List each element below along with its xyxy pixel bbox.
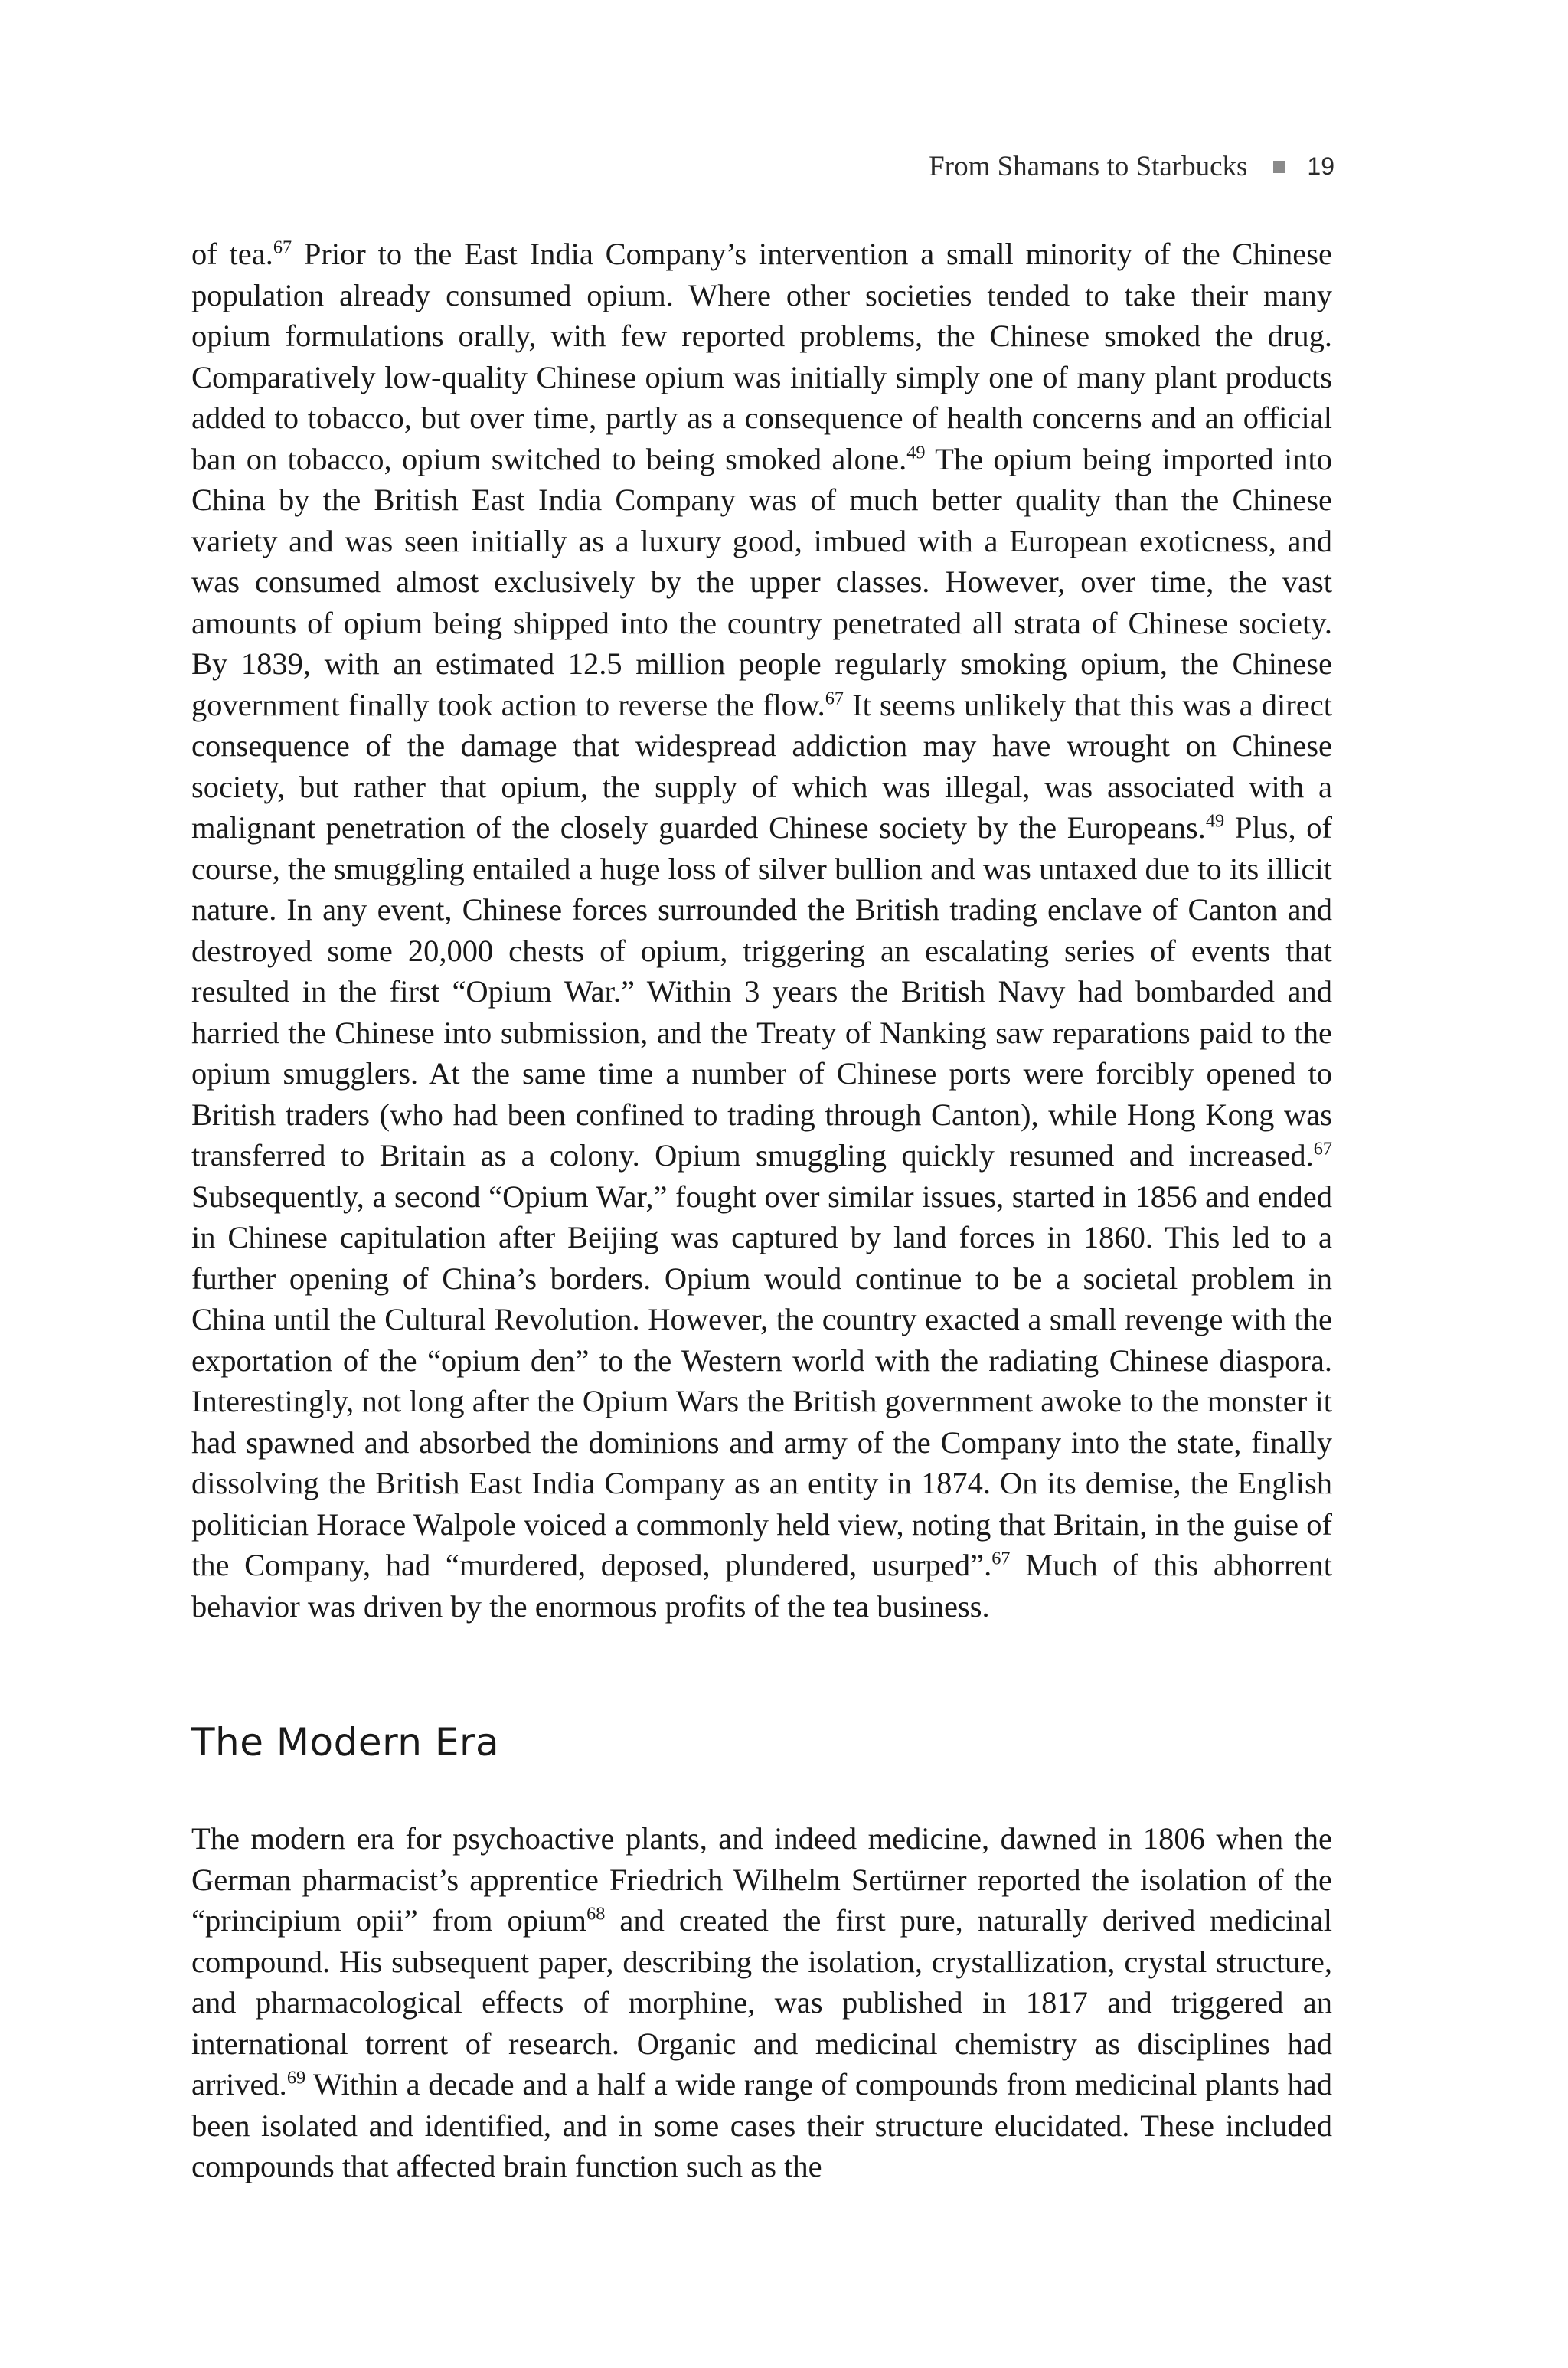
text-run: of tea. <box>191 237 273 271</box>
page-number: 19 <box>1307 152 1334 180</box>
text-run: Plus, of course, the smuggling entailed a huge loss of silver bullion and was untaxed due to its illicit nature. In any event, Chinese forces surrounded the British trading enclave of Canton and destroyed some 20,000 chests of opium, triggering an escalating series of events that resulted in the first “Opium War.” Within 3 years the British Navy had bombarded and harried the Chinese into submission, and the Treaty of Nanking saw reparations paid to the opium smugglers. At the same time a number of Chinese ports were forcibly opened to British traders (who had been confined to trading through Canton), while Hong Kong was transferred to Britain as a colony. Opium smuggling quickly resumed and increased. <box>191 810 1332 1173</box>
running-head-title: From Shamans to Starbucks <box>929 151 1248 182</box>
text-run: Much of this abhorrent behavior was driven by the enormous profits of the tea business. <box>191 1548 1332 1624</box>
reference-superscript: 67 <box>825 688 844 708</box>
reference-superscript: 67 <box>991 1548 1011 1569</box>
reference-superscript: 67 <box>273 237 292 258</box>
body-paragraph-2 <box>191 1818 1332 2187</box>
running-head <box>929 150 1334 183</box>
reference-superscript: 67 <box>1313 1138 1332 1159</box>
text-run: Subsequently, a second “Opium War,” fought over similar issues, started in 1856 and ended in Chinese capitulation after Beijing was captured by land forces in 1860. This led to a further opening of China’s borders. Opium would continue to be a societal problem in China until the Cultural Revolution. However, the country exacted a small revenge with the exportation of the “opium den” to the Western world with the radiating Chinese diaspora. Interestingly, not long after the Opium Wars the British government awoke to the monster it had spawned and absorbed the dominions and army of the Company into the state, finally dissolving the British East India Company as an entity in 1874. On its demise, the English politician Horace Walpole voiced a commonly held view, noting that Britain, in the guise of the Company, had “murdered, deposed, plundered, usurped”. <box>191 1179 1332 1582</box>
section-heading: The Modern Era <box>191 1720 500 1765</box>
reference-superscript: 69 <box>286 2067 306 2088</box>
reference-superscript: 68 <box>586 1903 606 1925</box>
reference-superscript: 49 <box>1205 810 1225 832</box>
square-separator-icon <box>1273 161 1285 173</box>
text-run: The opium being imported into China by the British East India Company was of much better quality than the Chinese variety and was seen initially as a luxury good, imbued with a European exoticness, and was consumed almost exclusively by the upper classes. However, over time, the vast amounts of opium being shipped into the country penetrated all strata of Chinese society. By 1839, with an estimated 12.5 million people regularly smoking opium, the Chinese government finally took action to reverse the flow. <box>191 441 1332 722</box>
text-run: The modern era for psychoactive plants, and indeed medicine, dawned in 1806 when the German pharmacist’s apprentice Friedrich Wilhelm Sertürner reported the isolation of the “principium opii” from opium <box>191 1821 1332 1938</box>
text-run: Prior to the East India Company’s intervention a small minority of the Chinese population already consumed opium. Where other societies tended to take their many opium formulations orally, with few reported problems, the Chinese smoked the drug. Comparatively low-quality Chinese opium was initially simply one of many plant products added to tobacco, but over time, partly as a consequence of health concerns and an official ban on tobacco, opium switched to being smoked alone. <box>191 237 1332 476</box>
text-run: Within a decade and a half a wide range of compounds from medicinal plants had been isolated and identified, and in some cases their structure elucidated. These included compounds that affected brain function such as the <box>191 2067 1332 2183</box>
body-paragraph-1 <box>191 234 1332 1627</box>
reference-superscript: 49 <box>906 442 926 463</box>
text-run: and created the first pure, naturally derived medicinal compound. His subsequent paper, describing the isolation, crystallization, crystal structure, and pharmacological effects of morphine, was published in 1817 and triggered an international torrent of research. Organic and medicinal chemistry as disciplines had arrived. <box>191 1903 1332 2101</box>
text-run: It seems unlikely that this was a direct consequence of the damage that widespread addiction may have wrought on Chinese society, but rather that opium, the supply of which was illegal, was associated with a malignant penetration of the closely guarded Chinese society by the Europeans. <box>191 687 1332 845</box>
